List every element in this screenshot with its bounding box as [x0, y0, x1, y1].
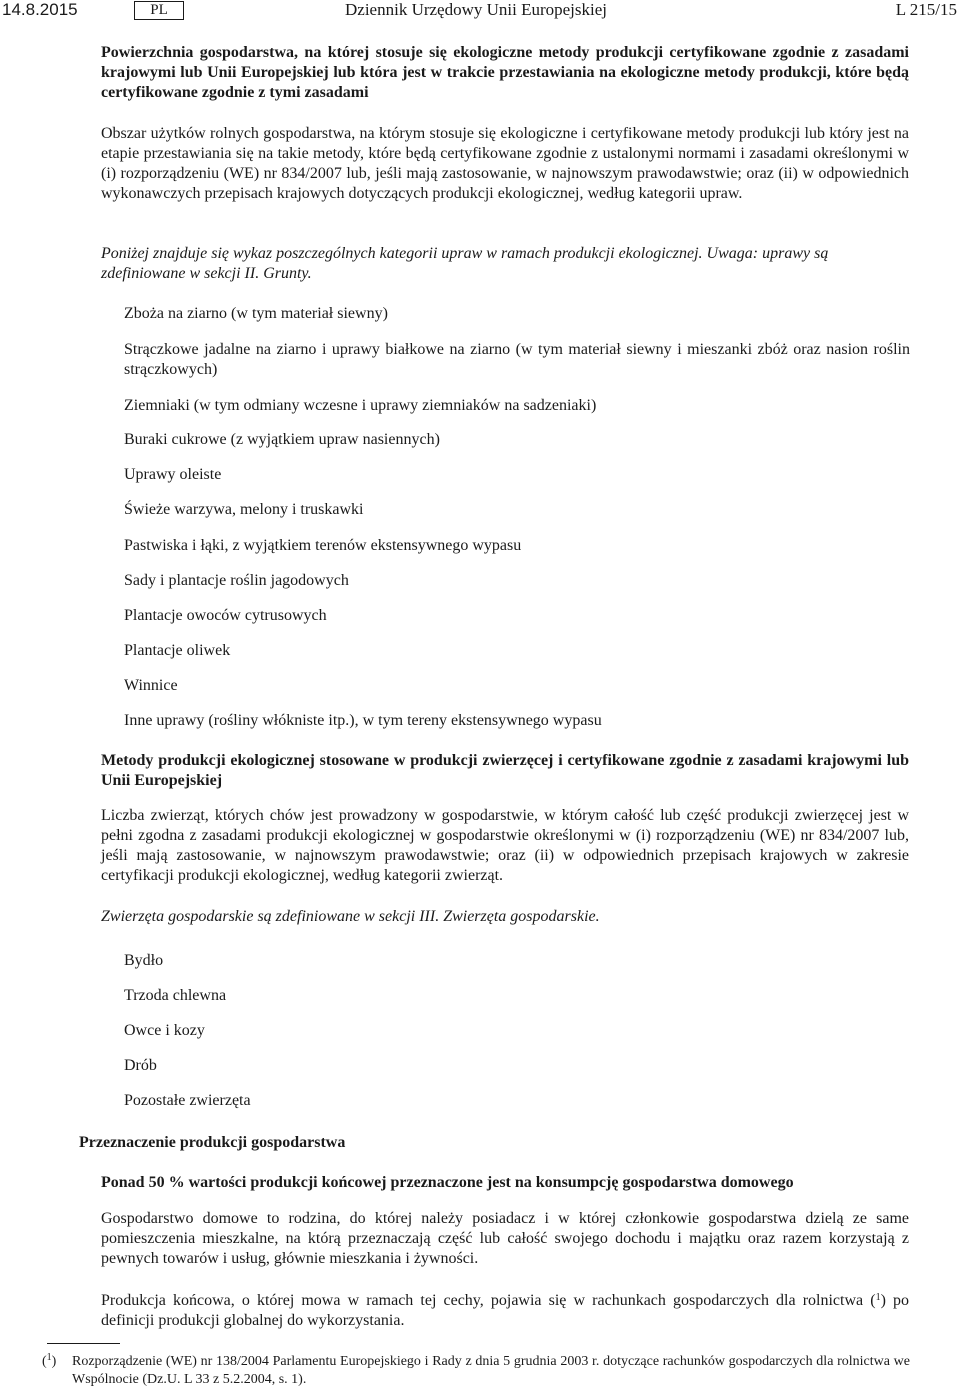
list-item: Trzoda chlewna — [124, 987, 227, 1004]
list-item: Ziemniaki (w tym odmiany wczesne i uprawy ziemniaków na sadzeniaki) — [124, 397, 597, 414]
paragraph-text: Produkcja końcowa, o której mowa w ramach tej cechy, pojawia się w rachunkach gospodarczych dla rolnictwa ( — [101, 1292, 876, 1309]
list-item: Sady i plantacje roślin jagodowych — [124, 572, 349, 589]
list-item: Bydło — [124, 952, 164, 969]
paragraph-final-production — [101, 1291, 909, 1331]
footnote-marker: ($^1$) — [42, 1352, 57, 1369]
definition-crops: Obszar użytków rolnych gospodarstwa, na którym stosuje się ekologiczne i certyfikowane metody produkcji lub który jest na etapie przestawiania się na takie metody, które będą certyfikowane zgodnie z ustalonymi normami i zasadami określonymi w (i) rozporządzeniu (WE) nr 834/2007 lub, jeśli mają zastosowanie, w najnowszym prawodawstwie; oraz (ii) w odpowiednich wykonawczych przepisach krajowych dotyczących produkcji ekologicznej, według kategorii upraw. — [101, 125, 909, 202]
list-item: Owce i kozy — [124, 1022, 205, 1039]
journal-title: Dziennik Urzędowy Unii Europejskiej — [345, 0, 608, 19]
list-item: Plantacje oliwek — [124, 642, 231, 659]
list-item: Pozostałe zwierzęta — [124, 1092, 251, 1109]
list-item: Zboża na ziarno (w tym materiał siewny) — [124, 305, 388, 322]
publication-date: 14.8.2015 — [2, 0, 78, 19]
list-item: Uprawy oleiste — [124, 466, 222, 483]
list-item: Pastwiska i łąki, z wyjątkiem terenów ekstensywnego wypasu — [124, 537, 522, 554]
list-item: Winnice — [124, 677, 178, 694]
list-item: Świeże warzywa, melony i truskawki — [124, 501, 364, 518]
paragraph-text: ) po definicji produkcji globalnej do wykorzystania. — [101, 1292, 909, 1329]
section-title-crops: Powierzchnia gospodarstwa, na której stosuje się ekologiczne metody produkcji certyfikowane zgodnie z zasadami krajowymi lub Unii Europejskiej lub która jest w trakcie przestawiania na ekologiczne metody produkcji, które będą certyfikowane zgodnie z tymi zasadami — [101, 44, 909, 101]
page-header — [0, 0, 960, 22]
list-item: Strączkowe jadalne na ziarno i uprawy białkowe na ziarno (w tym materiał siewny i mieszanki zbóż oraz nasion roślin strączkowych) — [124, 341, 910, 378]
section-heading-destination: Przeznaczenie produkcji gospodarstwa — [79, 1134, 346, 1151]
footnote-reference[interactable]: 1 — [875, 1292, 881, 1303]
list-item: Plantacje owoców cytrusowych — [124, 607, 327, 624]
section-title-livestock: Metody produkcji ekologicznej stosowane w produkcji zwierzęcej i certyfikowane zgodnie z zasadami krajowymi lub Unii Europejskiej — [101, 752, 909, 789]
list-item: Inne uprawy (rośliny włókniste itp.), w tym tereny ekstensywnego wypasu — [124, 712, 602, 729]
list-item: Drób — [124, 1057, 157, 1074]
paragraph-household: Gospodarstwo domowe to rodzina, do której należy posiadacz i w której członkowie gospodarstwa dzielą ze same pomieszczenia mieszkalne, na którą przeznaczają część lub całość swojego dochodu i majątku oraz razem korzystają z pewnych towarów i usług, głównie mieszkania i żywności. — [101, 1210, 909, 1267]
page-number: L 215/15 — [895, 0, 957, 19]
note-livestock: Zwierzęta gospodarskie są zdefiniowane w sekcji III. Zwierzęta gospodarskie. — [101, 908, 600, 925]
footnote-text: Rozporządzenie (WE) nr 138/2004 Parlamentu Europejskiego i Rady z dnia 5 grudnia 2003 r. dotyczące rachunków gospodarczych dla rolnictwa we Wspólnocie (Dz.U. L 33 z 5.2.2004, s. 1). — [72, 1354, 910, 1387]
footnote-divider — [47, 1343, 120, 1344]
subheading-household-consumption: Ponad 50 % wartości produkcji końcowej przeznaczone jest na konsumpcję gospodarstwa domowego — [101, 1174, 794, 1191]
note-crops: Poniżej znajduje się wykaz poszczególnych kategorii upraw w ramach produkcji ekologicznej. Uwaga: uprawy są zdefiniowane w sekcji II. Grunty. — [101, 245, 829, 282]
definition-livestock: Liczba zwierząt, których chów jest prowadzony w gospodarstwie, w którym całość lub część produkcji zwierzęcej jest w pełni zgodna z zasadami produkcji ekologicznej w gospodarstwie określonymi w (i) rozporządzeniu (WE) nr 834/2007 lub, jeśli mają zastosowanie, w najnowszym prawodawstwie; oraz (ii) w odpowiednich przepisach krajowych w zakresie certyfikacji produkcji ekologicznej, według kategorii zwierząt. — [101, 807, 909, 884]
list-item: Buraki cukrowe (z wyjątkiem upraw nasiennych) — [124, 431, 440, 448]
language-badge: PL — [134, 1, 184, 20]
